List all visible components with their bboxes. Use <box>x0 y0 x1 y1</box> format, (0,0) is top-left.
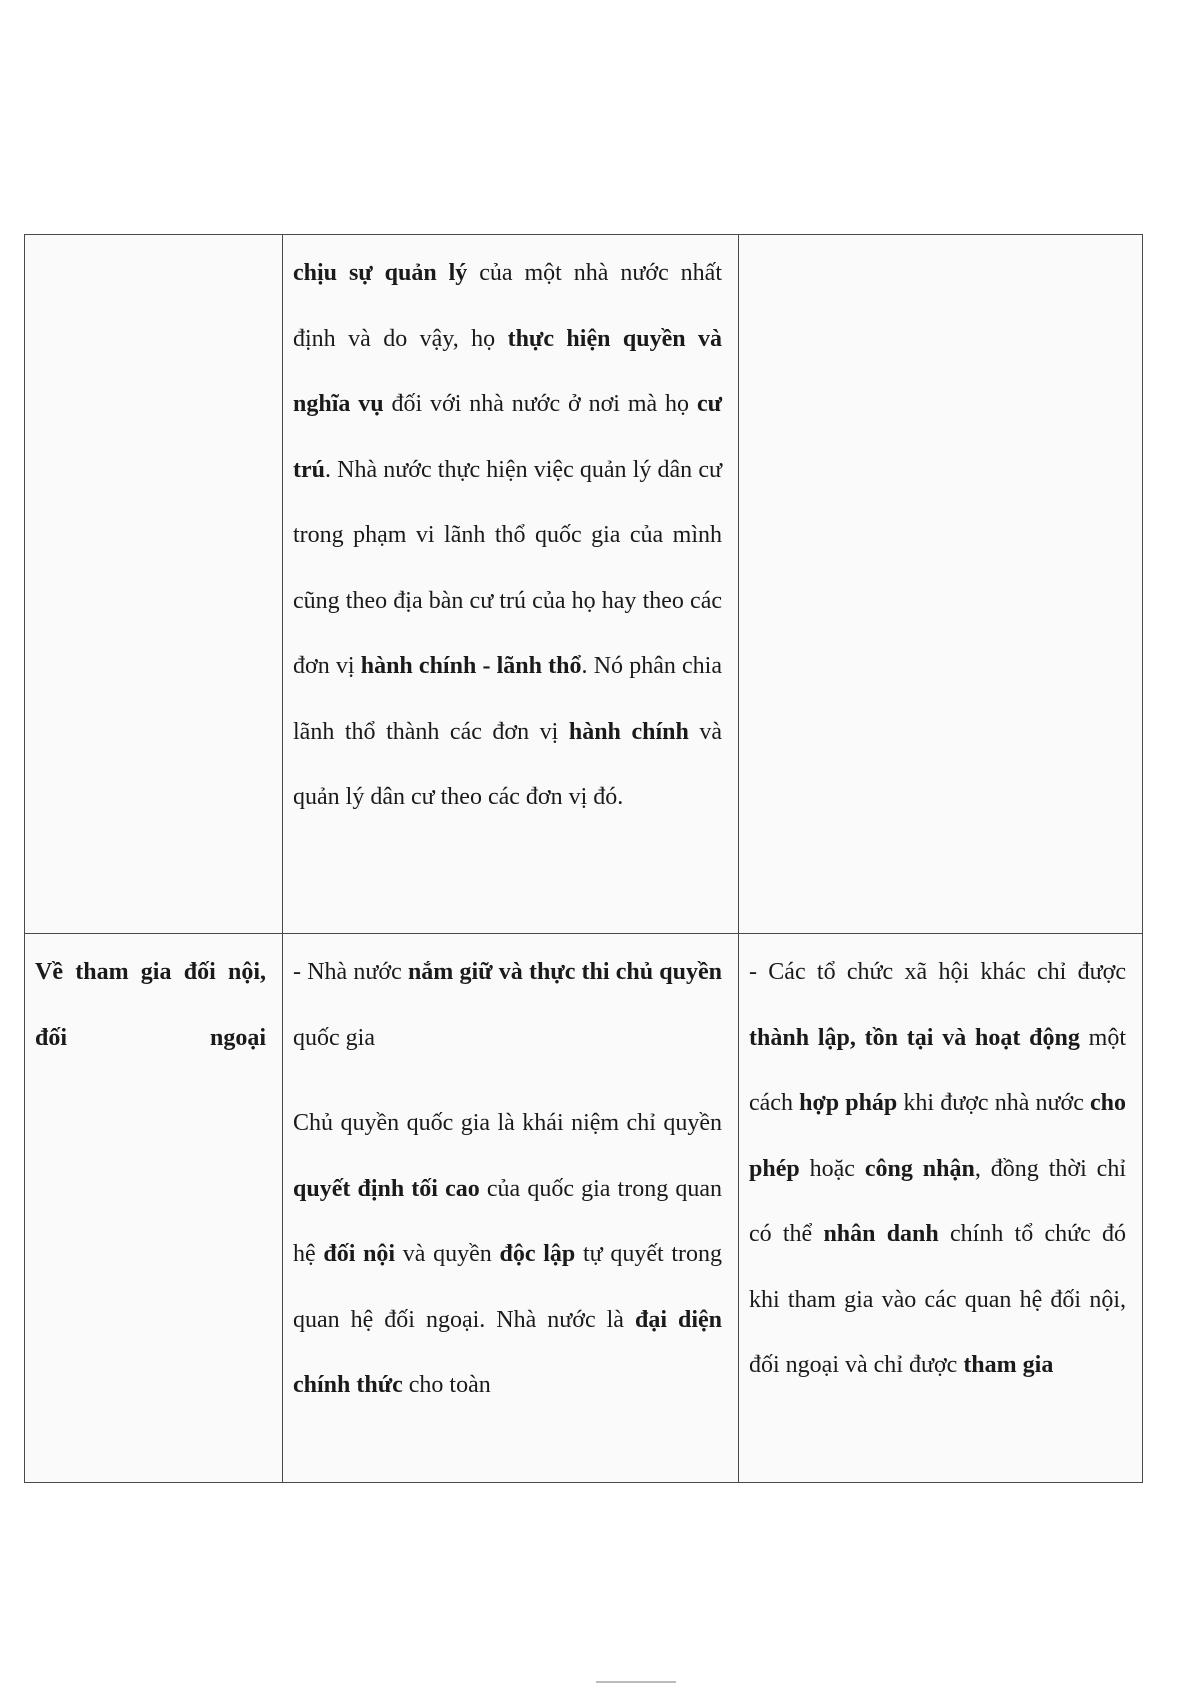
state-paragraph <box>293 940 722 1071</box>
state-paragraph <box>293 1091 722 1419</box>
comparison-table <box>24 234 1143 1483</box>
text-run: đối với nhà nước ở nơi mà họ <box>383 391 697 417</box>
text-run: , đồng thời chỉ có thể <box>749 1155 1126 1247</box>
bold-text-run: hành chính - lãnh thổ <box>360 653 582 679</box>
other-org-paragraph <box>749 940 1126 1399</box>
state-paragraph <box>293 241 722 831</box>
text-run: tự quyết trong quan hệ đối ngoại. Nhà nước là <box>293 1241 722 1333</box>
bold-text-run: tham gia <box>963 1352 1054 1378</box>
bold-text-run: nhân danh <box>823 1221 939 1247</box>
bold-text-run: hợp pháp <box>799 1090 898 1116</box>
criteria-cell <box>25 934 283 1483</box>
state-cell <box>283 235 739 934</box>
text-run: cho toàn <box>402 1372 491 1398</box>
other-org-cell <box>739 934 1143 1483</box>
text-run: . Nó phân chia lãnh thổ thành các đơn vị <box>293 653 722 745</box>
text-run: Chủ quyền quốc gia là khái niệm chỉ quyền <box>293 1110 722 1136</box>
bold-text-run: quyết định tối cao <box>293 1175 480 1202</box>
table-row <box>25 934 1143 1483</box>
bold-text-run: công nhận <box>864 1155 975 1182</box>
text-run: khi được nhà nước <box>897 1090 1090 1116</box>
bold-text-run: cư trú <box>293 391 722 483</box>
other-org-cell <box>739 235 1143 934</box>
text-run: . Nhà nước thực hiện việc quản lý dân cư trong phạm vi lãnh thổ quốc gia của mình cũng theo địa bàn cư trú của họ hay theo các đơn vị <box>293 456 722 679</box>
text-run: - Nhà nước <box>293 959 408 985</box>
bold-text-run: cho phép <box>749 1090 1126 1182</box>
text-run: - Các tổ chức xã hội khác chỉ được <box>749 959 1126 985</box>
bold-text-run: chịu sự quản lý <box>293 260 468 286</box>
table-row <box>25 235 1143 934</box>
text-run: quốc gia <box>293 1024 375 1051</box>
text-run: một cách <box>749 1024 1126 1116</box>
bold-text-run: hành chính <box>568 718 689 745</box>
state-cell <box>283 934 739 1483</box>
bold-text-run: đại diện chính thức <box>293 1306 723 1398</box>
bold-text-run: nắm giữ và thực thi chủ quyền <box>407 959 723 985</box>
bold-text-run: thực hiện quyền và nghĩa vụ <box>293 325 722 417</box>
bold-text-run: đối nội <box>323 1241 396 1267</box>
text-run: hoặc <box>799 1155 865 1182</box>
page-footer-line <box>596 1681 676 1683</box>
bold-text-run: độc lập <box>499 1241 576 1267</box>
bold-text-run: thành lập, tồn tại và hoạt động <box>749 1024 1080 1051</box>
criteria-label: Về tham gia đối nội, đối ngoại <box>35 959 266 1051</box>
text-run: chính tổ chức đó khi tham gia vào các quan hệ đối nội, đối ngoại và chỉ được <box>749 1221 1126 1378</box>
text-run: và quyền <box>395 1241 500 1267</box>
text-run: của một nhà nước nhất định và do vậy, họ <box>293 260 723 352</box>
text-run: của quốc gia trong quan hệ <box>293 1175 722 1267</box>
text-run: và quản lý dân cư theo các đơn vị đó. <box>293 718 723 810</box>
criteria-cell <box>25 235 283 934</box>
